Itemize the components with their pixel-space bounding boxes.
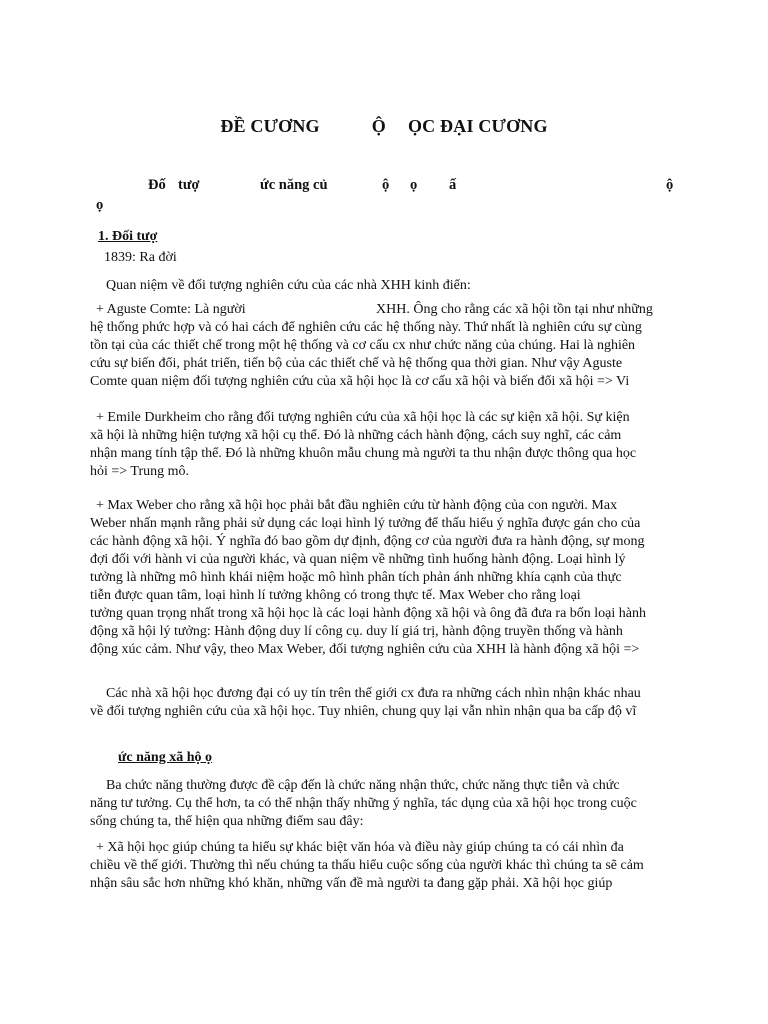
text-line: các hành động xã hội. Ý nghĩa đó bao gồm dự định, động cơ của người đưa ra hành động, sự mong bbox=[90, 534, 645, 549]
paragraph-functions bbox=[90, 777, 678, 831]
text-line: sống chúng ta, thể hiện qua những điểm sau đây: bbox=[90, 814, 364, 829]
text-line: tiễn được quan tâm, loại hình lí tưởng không có trong thực tế. Max Weber cho rằng loại bbox=[90, 588, 581, 603]
paragraph-comte bbox=[90, 301, 678, 391]
subtitle-fragment: ọ bbox=[410, 177, 418, 193]
subtitle-fragment: ọ bbox=[96, 197, 104, 213]
text-line: Comte quan niệm đối tượng nghiên cứu của xã hội học là cơ cấu xã hội và biến đổi xã hội => Vi bbox=[90, 374, 630, 389]
subtitle-fragment: ộ bbox=[382, 177, 390, 193]
subtitle-fragment: tượ bbox=[178, 177, 200, 193]
title-part-3: ỌC ĐẠI CƯƠNG bbox=[407, 116, 548, 136]
title-part-2: Ộ bbox=[371, 116, 386, 136]
text-line: động xã hội lý tưởng: Hành động duy lí công cụ. duy lí giá trị, hành động truyền thống và hành bbox=[90, 624, 623, 639]
text-line-part: + Aguste Comte: Là người bbox=[96, 302, 246, 317]
text-line: tưởng là những mô hình khái niệm hoặc mô hình phân tích phản ánh những khía cạnh của thực bbox=[90, 570, 622, 585]
subtitle-fragment: Đố bbox=[148, 177, 166, 193]
text-line: hệ thống phức hợp và có hai cách để nghiên cứu các hệ thống này. Thứ nhất là nghiên cứu sự cùng bbox=[90, 320, 642, 335]
text-line: chiều về thế giới. Thường thì nếu chúng ta thấu hiểu cuộc sống của người khác thì chúng ta sẽ cảm bbox=[90, 858, 644, 873]
text-line: cứu sự biến đổi, phát triển, tiến bộ của các thiết chế và hệ thống qua thời gian. Như vậy Aguste bbox=[90, 356, 623, 371]
paragraph-weber bbox=[90, 497, 678, 659]
section-heading-object-text: 1. Đối tượ bbox=[98, 229, 158, 244]
text-line: + Xã hội học giúp chúng ta hiểu sự khác biệt văn hóa và điều này giúp chúng ta có cái nhìn đa bbox=[96, 840, 624, 855]
paragraph-cultural-difference bbox=[90, 839, 678, 893]
text-line: đợi đối với hành vi của người khác, và quan niệm về những tình huống hành động. Loại hình lý bbox=[90, 552, 626, 567]
paragraph-modern bbox=[90, 685, 678, 721]
text-line: 1839: Ra đời bbox=[104, 250, 177, 265]
text-line: Weber nhấn mạnh rằng phải sử dụng các loại hình lý tưởng để thấu hiểu ý nghĩa được gán cho của bbox=[90, 516, 641, 531]
text-line: động xúc cảm. Như vậy, theo Max Weber, đối tượng nghiên cứu của XHH là hành động xã hội => bbox=[90, 642, 640, 657]
text-line: năng tư tưởng. Cụ thể hơn, ta có thể nhận thấy những ý nghĩa, tác dụng của xã hội học trong cuộc bbox=[90, 796, 637, 811]
text-line-composite bbox=[90, 301, 678, 319]
title-part-1: ĐỀ CƯƠNG bbox=[220, 116, 320, 136]
section-heading-function bbox=[98, 750, 230, 766]
text-line: Các nhà xã hội học đương đại có uy tín trên thế giới cx đưa ra những cách nhìn nhận khác nhau bbox=[106, 686, 641, 701]
subtitle-fragment: ộ bbox=[666, 177, 674, 193]
section-heading-function-text: ức năng xã hộ ọ bbox=[118, 750, 212, 765]
subtitle-fragment: ấ bbox=[449, 177, 457, 193]
text-line: về đối tượng nghiên cứu của xã hội học. Tuy nhiên, chung quy lại vẫn nhìn nhận qua ba cấp độ vĩ bbox=[90, 704, 637, 719]
text-line: hỏi => Trung mô. bbox=[90, 464, 190, 479]
subtitle-fragment: ức năng củ bbox=[260, 177, 328, 193]
text-line: xã hội là những hiện tượng xã hội cụ thể. Đó là những cách hành động, cách suy nghĩ, các cảm bbox=[90, 428, 622, 443]
text-line: tưởng quan trọng nhất trong xã hội học là các loại hành động xã hội và ông đã đưa ra bốn loại hành bbox=[90, 606, 646, 621]
text-line: + Max Weber cho rằng xã hội học phải bắt đầu nghiên cứu từ hành động của con người. Max bbox=[96, 498, 618, 513]
text-line: Ba chức năng thường được đề cập đến là chức năng nhận thức, chức năng thực tiễn và chức bbox=[106, 778, 620, 793]
document-title bbox=[0, 116, 768, 137]
paragraph-durkheim bbox=[90, 409, 678, 481]
text-line-part: XHH. Ông cho rằng các xã hội tồn tại như những bbox=[376, 302, 653, 317]
paragraph-intro bbox=[106, 277, 694, 295]
section-heading-object bbox=[98, 229, 187, 245]
text-line: nhận mang tính tập thể. Đó là những khuôn mẫu chung mà người ta thu nhận được thông qua học bbox=[90, 446, 637, 461]
text-line: + Emile Durkheim cho rằng đối tượng nghiên cứu của xã hội học là các sự kiện xã hội. Sự kiện bbox=[96, 410, 630, 425]
text-line: tồn tại của các thiết chế trong một hệ thống và cơ cấu cx như chức năng của chúng. Hai là nghiên bbox=[90, 338, 636, 353]
paragraph-born bbox=[104, 249, 692, 267]
text-line: nhận sâu sắc hơn những khó khăn, những vấn đề mà người ta đang gặp phải. Xã hội học giúp bbox=[90, 876, 613, 891]
text-line: Quan niệm về đối tượng nghiên cứu của các nhà XHH kinh điển: bbox=[106, 278, 471, 293]
